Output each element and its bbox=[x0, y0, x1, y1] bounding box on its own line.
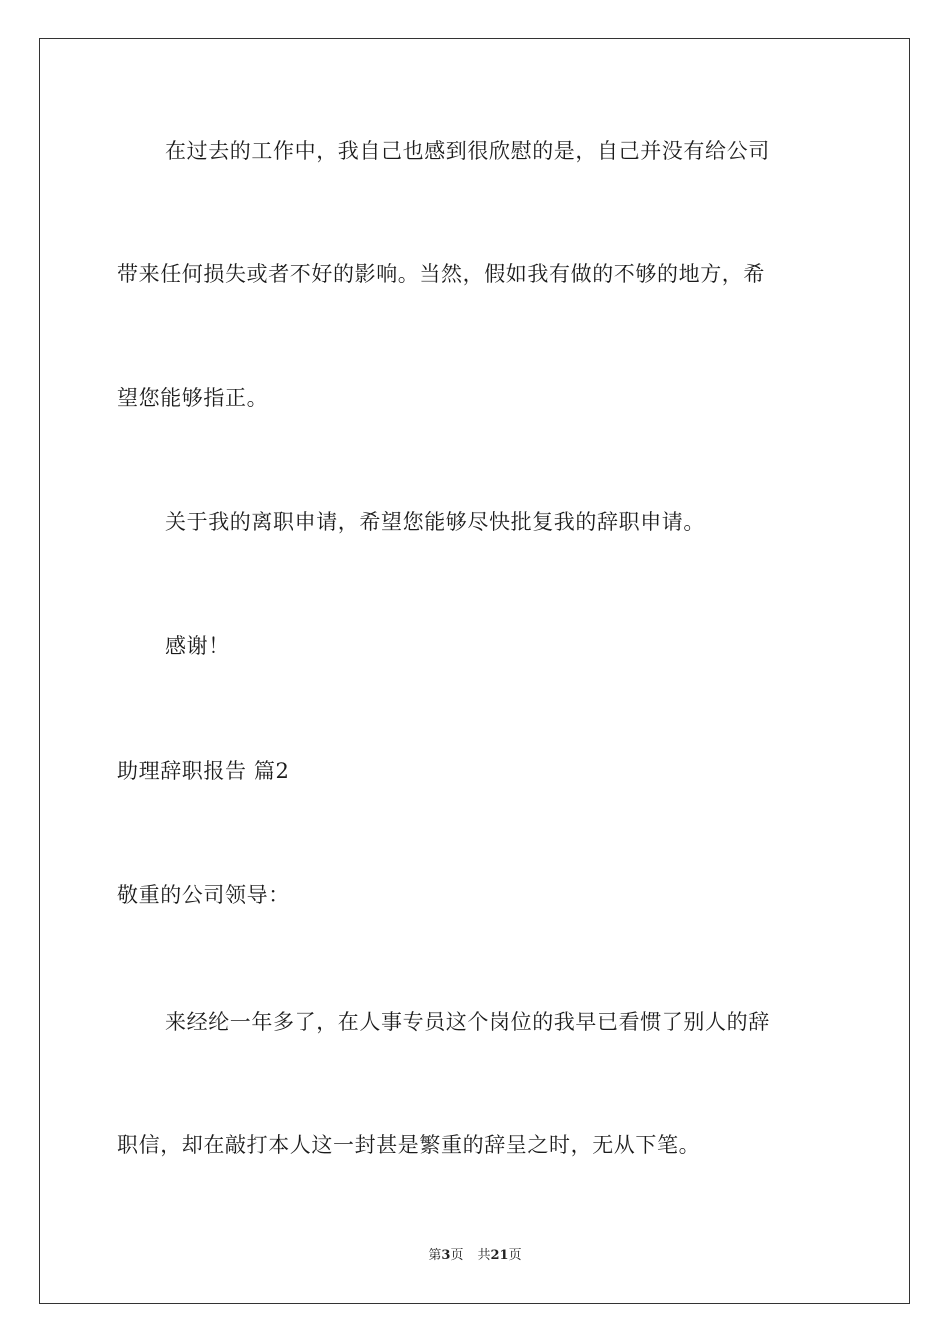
paragraph-line: 带来任何损失或者不好的影响。当然，假如我有做的不够的地方，希 bbox=[117, 262, 765, 286]
total-pages-indicator: 共21页 bbox=[477, 1248, 522, 1263]
page-footer bbox=[0, 1247, 950, 1265]
salutation: 敬重的公司领导： bbox=[117, 883, 290, 907]
page-border bbox=[39, 38, 910, 1304]
paragraph-line: 职信，却在敲打本人这一封甚是繁重的辞呈之时，无从下笔。 bbox=[117, 1133, 701, 1157]
section-heading: 助理辞职报告 篇2 bbox=[117, 759, 290, 783]
paragraph-line: 关于我的离职申请，希望您能够尽快批复我的辞职申请。 bbox=[165, 510, 705, 534]
paragraph-line: 来经纶一年多了，在人事专员这个岗位的我早已看惯了别人的辞 bbox=[165, 1010, 770, 1034]
closing-thanks: 感谢！ bbox=[165, 634, 230, 658]
paragraph-line: 在过去的工作中，我自己也感到很欣慰的是，自己并没有给公司 bbox=[165, 139, 770, 163]
paragraph-line: 望您能够指正。 bbox=[117, 386, 269, 410]
page-indicator: 第3页 bbox=[428, 1248, 464, 1263]
